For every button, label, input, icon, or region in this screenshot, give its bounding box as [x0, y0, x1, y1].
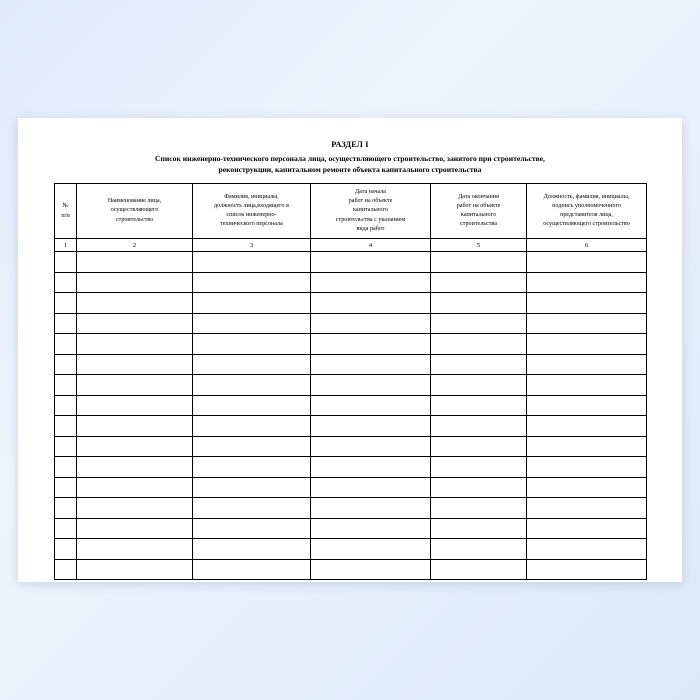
- column-header-start-date-line-3: капитального: [352, 207, 389, 214]
- table-column-number-row: [55, 239, 647, 252]
- column-header-end-date-line-4: строительства: [460, 221, 497, 228]
- document-content: [54, 140, 646, 580]
- column-header-organization: [77, 184, 193, 239]
- document-subtitle: [60, 153, 640, 175]
- table-cell[interactable]: [527, 457, 647, 478]
- table-cell[interactable]: [77, 272, 193, 293]
- table-cell[interactable]: [527, 293, 647, 314]
- table-header-row: [55, 184, 647, 239]
- table-cell[interactable]: [193, 293, 311, 314]
- column-header-representative-line-1: Должность, фамилия, инициалы,: [543, 193, 630, 200]
- table-cell[interactable]: [431, 477, 527, 498]
- table-cell[interactable]: [527, 313, 647, 334]
- page-title: РАЗДЕЛ I: [331, 140, 369, 149]
- column-number-3: 3: [193, 239, 311, 252]
- column-header-number: [55, 184, 77, 239]
- table-cell[interactable]: [55, 477, 77, 498]
- table-cell[interactable]: [431, 354, 527, 375]
- column-header-organization-line-1: Наименование лица,: [107, 198, 162, 205]
- table-cell[interactable]: [77, 313, 193, 334]
- column-header-representative: [527, 184, 647, 239]
- column-header-start-date-line-2: работ на объекте: [348, 198, 393, 205]
- table-cell[interactable]: [193, 252, 311, 273]
- table-cell[interactable]: [77, 559, 193, 580]
- table-cell[interactable]: [311, 416, 431, 437]
- column-header-start-date-line-1: Дата начала: [355, 189, 386, 196]
- table-cell[interactable]: [431, 252, 527, 273]
- table-cell[interactable]: [55, 395, 77, 416]
- table-cell[interactable]: [55, 436, 77, 457]
- column-header-end-date-line-2: работ на объекте: [456, 202, 501, 209]
- table-row: [55, 539, 647, 560]
- table-cell[interactable]: [311, 334, 431, 355]
- column-header-representative-line-2: подпись уполномоченного: [552, 202, 621, 209]
- table-cell[interactable]: [431, 313, 527, 334]
- table-cell[interactable]: [431, 539, 527, 560]
- table-row: [55, 518, 647, 539]
- table-cell[interactable]: [527, 395, 647, 416]
- table-cell[interactable]: [193, 457, 311, 478]
- table-cell[interactable]: [77, 477, 193, 498]
- table-cell[interactable]: [431, 293, 527, 314]
- table-cell[interactable]: [55, 252, 77, 273]
- column-header-organization-line-3: строительство: [115, 216, 154, 223]
- table-cell[interactable]: [431, 334, 527, 355]
- table-cell[interactable]: [527, 559, 647, 580]
- table-row: [55, 457, 647, 478]
- column-header-person-line-4: технического персонала: [220, 221, 283, 228]
- table-cell[interactable]: [311, 354, 431, 375]
- column-number-6: 6: [527, 239, 647, 252]
- table-cell[interactable]: [193, 559, 311, 580]
- column-header-end-date-line-1: Дата окончания: [458, 193, 499, 200]
- column-header-person: [193, 184, 311, 239]
- column-header-person-line-1: Фамилия, инициалы,: [224, 193, 279, 200]
- table-cell[interactable]: [311, 498, 431, 519]
- table-cell[interactable]: [55, 498, 77, 519]
- table-cell[interactable]: [527, 477, 647, 498]
- table-cell[interactable]: [527, 436, 647, 457]
- table-cell[interactable]: [193, 518, 311, 539]
- table-cell[interactable]: [55, 313, 77, 334]
- table-row: [55, 395, 647, 416]
- table-cell[interactable]: [431, 457, 527, 478]
- table-cell[interactable]: [311, 539, 431, 560]
- table-cell[interactable]: [311, 457, 431, 478]
- table-row: [55, 313, 647, 334]
- table-cell[interactable]: [431, 559, 527, 580]
- table-row: [55, 334, 647, 355]
- table-cell[interactable]: [311, 436, 431, 457]
- table-cell[interactable]: [193, 313, 311, 334]
- table-cell[interactable]: [193, 477, 311, 498]
- table-cell[interactable]: [55, 416, 77, 437]
- column-header-end-date-line-3: капитального: [460, 212, 497, 218]
- table-cell[interactable]: [77, 457, 193, 478]
- table-cell[interactable]: [77, 293, 193, 314]
- column-header-number-line-1: №: [62, 202, 69, 210]
- table-cell[interactable]: [55, 375, 77, 396]
- table-cell[interactable]: [311, 375, 431, 396]
- table-row: [55, 293, 647, 314]
- column-number-2: 2: [77, 239, 193, 252]
- table-cell[interactable]: [311, 395, 431, 416]
- table-cell[interactable]: [77, 416, 193, 437]
- table-cell[interactable]: [193, 539, 311, 560]
- table-cell[interactable]: [527, 518, 647, 539]
- column-header-start-date: [311, 184, 431, 239]
- table-cell[interactable]: [77, 518, 193, 539]
- table-cell[interactable]: [431, 436, 527, 457]
- table-row: [55, 272, 647, 293]
- table-row: [55, 559, 647, 580]
- table-cell[interactable]: [193, 436, 311, 457]
- column-number-5: 5: [431, 239, 527, 252]
- table-cell[interactable]: [431, 272, 527, 293]
- table-cell[interactable]: [55, 272, 77, 293]
- table-cell[interactable]: [527, 416, 647, 437]
- column-header-representative-line-3: представителя лица,: [560, 212, 613, 218]
- table-body: [55, 252, 647, 580]
- column-header-person-line-2: должность лица,входящего в: [214, 202, 289, 209]
- column-header-organization-line-2: осуществляющего: [110, 207, 159, 214]
- table-cell[interactable]: [55, 457, 77, 478]
- table-cell[interactable]: [431, 498, 527, 519]
- personnel-register-table: [54, 183, 647, 580]
- table-row: [55, 436, 647, 457]
- table-cell[interactable]: [527, 252, 647, 273]
- table-cell[interactable]: [193, 334, 311, 355]
- table-cell[interactable]: [55, 559, 77, 580]
- table-cell[interactable]: [431, 375, 527, 396]
- table-cell[interactable]: [55, 334, 77, 355]
- table-cell[interactable]: [431, 416, 527, 437]
- table-row: [55, 416, 647, 437]
- column-number-4: 4: [311, 239, 431, 252]
- table-row: [55, 477, 647, 498]
- table-cell[interactable]: [311, 272, 431, 293]
- table-cell[interactable]: [527, 498, 647, 519]
- table-cell[interactable]: [311, 477, 431, 498]
- table-cell[interactable]: [311, 252, 431, 273]
- table-row: [55, 252, 647, 273]
- table-cell[interactable]: [527, 272, 647, 293]
- column-header-start-date-line-5: вида работ: [356, 225, 385, 232]
- table-cell[interactable]: [311, 559, 431, 580]
- table-cell[interactable]: [527, 375, 647, 396]
- table-row: [55, 354, 647, 375]
- column-header-person-line-3: список инженерно-: [226, 212, 277, 218]
- table-cell[interactable]: [55, 539, 77, 560]
- table-cell[interactable]: [193, 498, 311, 519]
- table-cell[interactable]: [77, 375, 193, 396]
- table-cell[interactable]: [193, 354, 311, 375]
- table-cell[interactable]: [431, 395, 527, 416]
- table-cell[interactable]: [431, 518, 527, 539]
- table-cell[interactable]: [55, 518, 77, 539]
- document-subtitle-line-2: реконструкции, капитальном ремонте объекта капитального строительства: [218, 165, 482, 174]
- table-cell[interactable]: [77, 498, 193, 519]
- document-subtitle-line-1: Список инженерно-технического персонала лица, осуществляющего строительство, занятого при строительстве,: [155, 154, 545, 163]
- table-row: [55, 375, 647, 396]
- column-header-representative-line-4: осуществляющего строительство: [543, 221, 630, 228]
- table-cell[interactable]: [77, 354, 193, 375]
- table-cell[interactable]: [55, 354, 77, 375]
- table-cell[interactable]: [77, 252, 193, 273]
- document-page: [18, 118, 682, 582]
- table-cell[interactable]: [527, 334, 647, 355]
- column-header-end-date: [431, 184, 527, 239]
- table-cell[interactable]: [193, 416, 311, 437]
- table-cell[interactable]: [193, 395, 311, 416]
- table-cell[interactable]: [527, 539, 647, 560]
- column-number-1: 1: [55, 239, 77, 252]
- table-cell[interactable]: [55, 293, 77, 314]
- table-cell[interactable]: [77, 539, 193, 560]
- table-cell[interactable]: [311, 293, 431, 314]
- table-cell[interactable]: [311, 313, 431, 334]
- table-row: [55, 498, 647, 519]
- table-cell[interactable]: [193, 272, 311, 293]
- table-cell[interactable]: [77, 334, 193, 355]
- column-header-start-date-line-4: строительства с указанием: [335, 216, 406, 223]
- table-cell[interactable]: [77, 436, 193, 457]
- table-cell[interactable]: [193, 375, 311, 396]
- column-header-number-line-2: п/п: [61, 212, 70, 219]
- table-cell[interactable]: [311, 518, 431, 539]
- table-cell[interactable]: [77, 395, 193, 416]
- table-cell[interactable]: [527, 354, 647, 375]
